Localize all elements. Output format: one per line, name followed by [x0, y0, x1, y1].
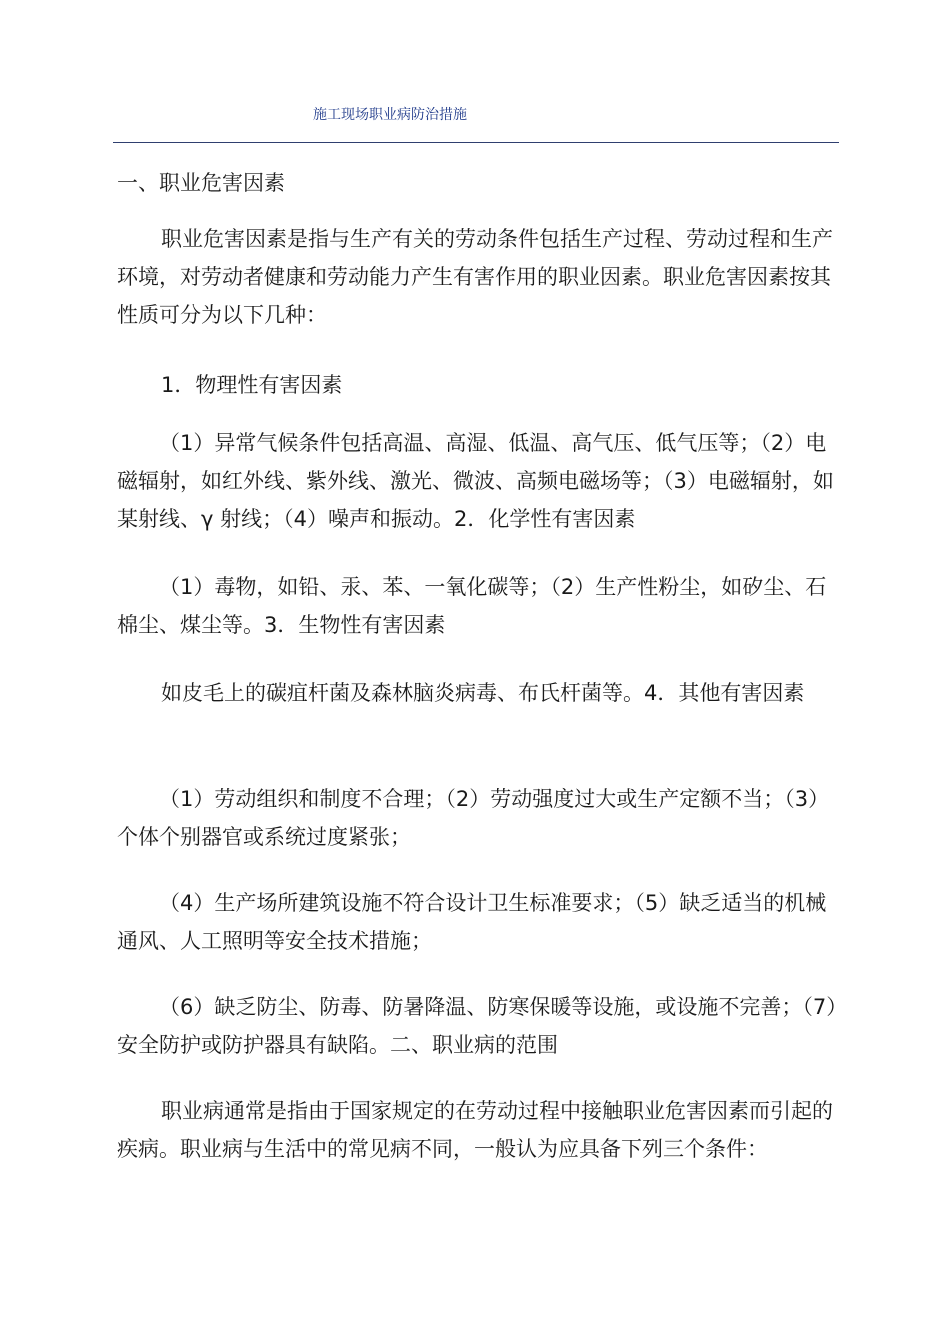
- paragraph: （1）毒物，如铅、汞、苯、一氧化碳等；（2）生产性粉尘，如矽尘、石棉尘、煤尘等。3．生物性有害因素: [117, 575, 827, 637]
- paragraph: （1）异常气候条件包括高温、高湿、低温、高气压、低气压等；（2）电磁辐射，如红外线、紫外线、激光、微波、高频电磁场等；（3）电磁辐射，如某射线、γ 射线；（4）噪声和振动。2．化学性有害因素: [117, 431, 834, 531]
- paragraph: 如皮毛上的碳疽杆菌及森林脑炎病毒、布氏杆菌等。4．其他有害因素: [161, 681, 805, 705]
- paragraph: 职业病通常是指由于国家规定的在劳动过程中接触职业危害因素而引起的疾病。职业病与生活中的常见病不同，一般认为应具备下列三个条件：: [117, 1099, 833, 1161]
- header-divider: [113, 142, 839, 143]
- paragraph: （4）生产场所建筑设施不符合设计卫生标准要求；（5）缺乏适当的机械通风、人工照明等安全技术措施；: [117, 891, 827, 953]
- paragraph: （6）缺乏防尘、防毒、防暑降温、防寒保暖等设施，或设施不完善；（7）安全防护或防护器具有缺陷。二、职业病的范围: [117, 995, 837, 1057]
- paragraph: 职业危害因素是指与生产有关的劳动条件包括生产过程、劳动过程和生产环境，对劳动者健康和劳动能力产生有害作用的职业因素。职业危害因素按其性质可分为以下几种：: [117, 227, 833, 327]
- subsection-heading: 1．物理性有害因素: [161, 373, 343, 397]
- header-title: 施工现场职业病防治措施: [313, 107, 467, 123]
- paragraph: （1）劳动组织和制度不合理；（2）劳动强度过大或生产定额不当；（3）个体个别器官或系统过度紧张；: [117, 787, 830, 849]
- section-heading: 一、职业危害因素: [117, 171, 285, 195]
